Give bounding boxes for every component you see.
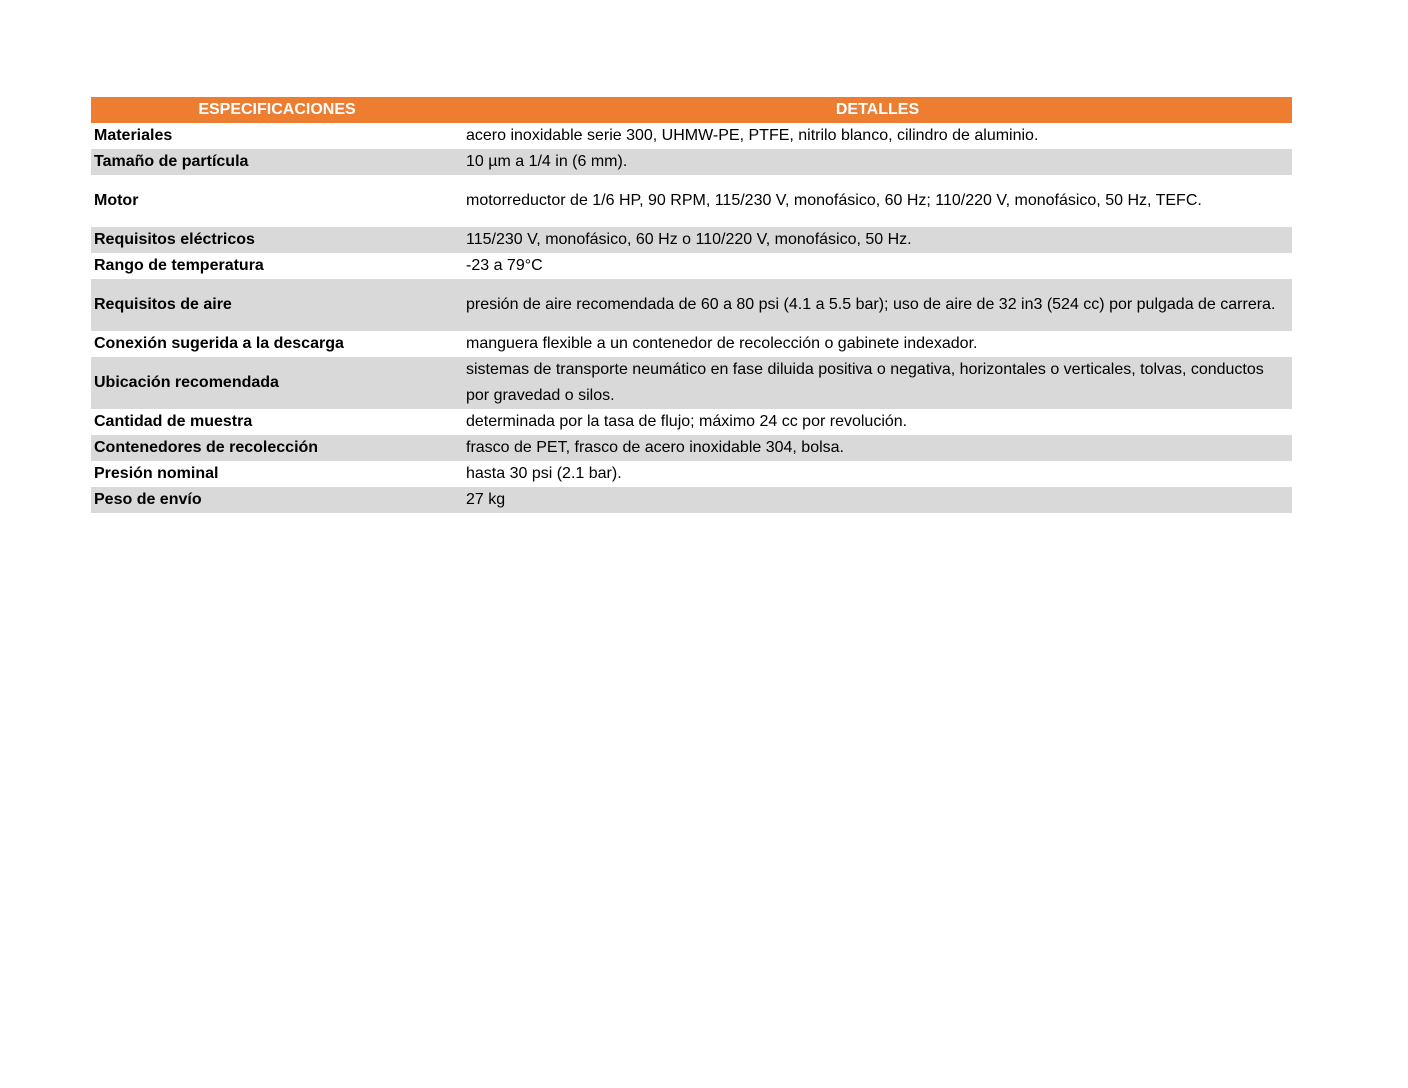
spec-detail: 10 µm a 1/4 in (6 mm). — [463, 149, 1292, 175]
spec-detail: acero inoxidable serie 300, UHMW-PE, PTFE, nitrilo blanco, cilindro de aluminio. — [466, 127, 1039, 144]
table-row — [91, 279, 1292, 331]
spec-name: Cantidad de muestra — [94, 413, 253, 430]
spec-name: Presión nominal — [94, 465, 219, 482]
table-header-row — [91, 97, 1292, 123]
spec-detail: manguera flexible a un contenedor de recolección o gabinete indexador. — [466, 335, 978, 352]
spec-detail: 27 kg — [463, 487, 1292, 513]
spec-detail: sistemas de transporte neumático en fase diluida positiva o negativa, horizontales o verticales, tolvas, conductos por gravedad o silos. — [463, 357, 1292, 409]
table-row — [91, 123, 1292, 149]
table-row — [91, 487, 1292, 513]
spec-detail: 115/230 V, monofásico, 60 Hz o 110/220 V, monofásico, 50 Hz. — [463, 227, 1292, 253]
table-row — [91, 227, 1292, 253]
spec-name: Requisitos eléctricos — [91, 227, 463, 253]
spec-name: Materiales — [94, 127, 173, 144]
spec-name: Contenedores de recolección — [91, 435, 463, 461]
spec-detail: hasta 30 psi (2.1 bar). — [466, 465, 622, 482]
header-details: DETALLES — [463, 97, 1292, 123]
spec-name: Motor — [94, 192, 139, 209]
spec-name: Rango de temperatura — [94, 257, 264, 274]
spec-name: Requisitos de aire — [91, 279, 463, 331]
table-row — [91, 331, 1292, 357]
header-specifications: ESPECIFICACIONES — [91, 97, 463, 123]
spec-name: Conexión sugerida a la descarga — [94, 335, 344, 352]
spec-detail: presión de aire recomendada de 60 a 80 psi (4.1 a 5.5 bar); uso de aire de 32 in3 (524 cc) por pulgada de carrera. — [463, 279, 1292, 331]
spec-detail: determinada por la tasa de flujo; máximo 24 cc por revolución. — [466, 413, 908, 430]
spec-name: Tamaño de partícula — [91, 149, 463, 175]
table-row — [91, 357, 1292, 409]
table-row — [91, 461, 1292, 487]
specifications-table — [91, 97, 1292, 513]
table-row — [91, 175, 1292, 227]
spec-detail: frasco de PET, frasco de acero inoxidable 304, bolsa. — [463, 435, 1292, 461]
table-row — [91, 409, 1292, 435]
table-row — [91, 149, 1292, 175]
spec-name: Ubicación recomendada — [91, 357, 463, 409]
table-row — [91, 253, 1292, 279]
spec-detail: motorreductor de 1/6 HP, 90 RPM, 115/230 V, monofásico, 60 Hz; 110/220 V, monofásico, 50 Hz, TEFC. — [466, 192, 1202, 209]
spec-name: Peso de envío — [91, 487, 463, 513]
spec-detail: -23 a 79°C — [466, 257, 543, 274]
table-row — [91, 435, 1292, 461]
